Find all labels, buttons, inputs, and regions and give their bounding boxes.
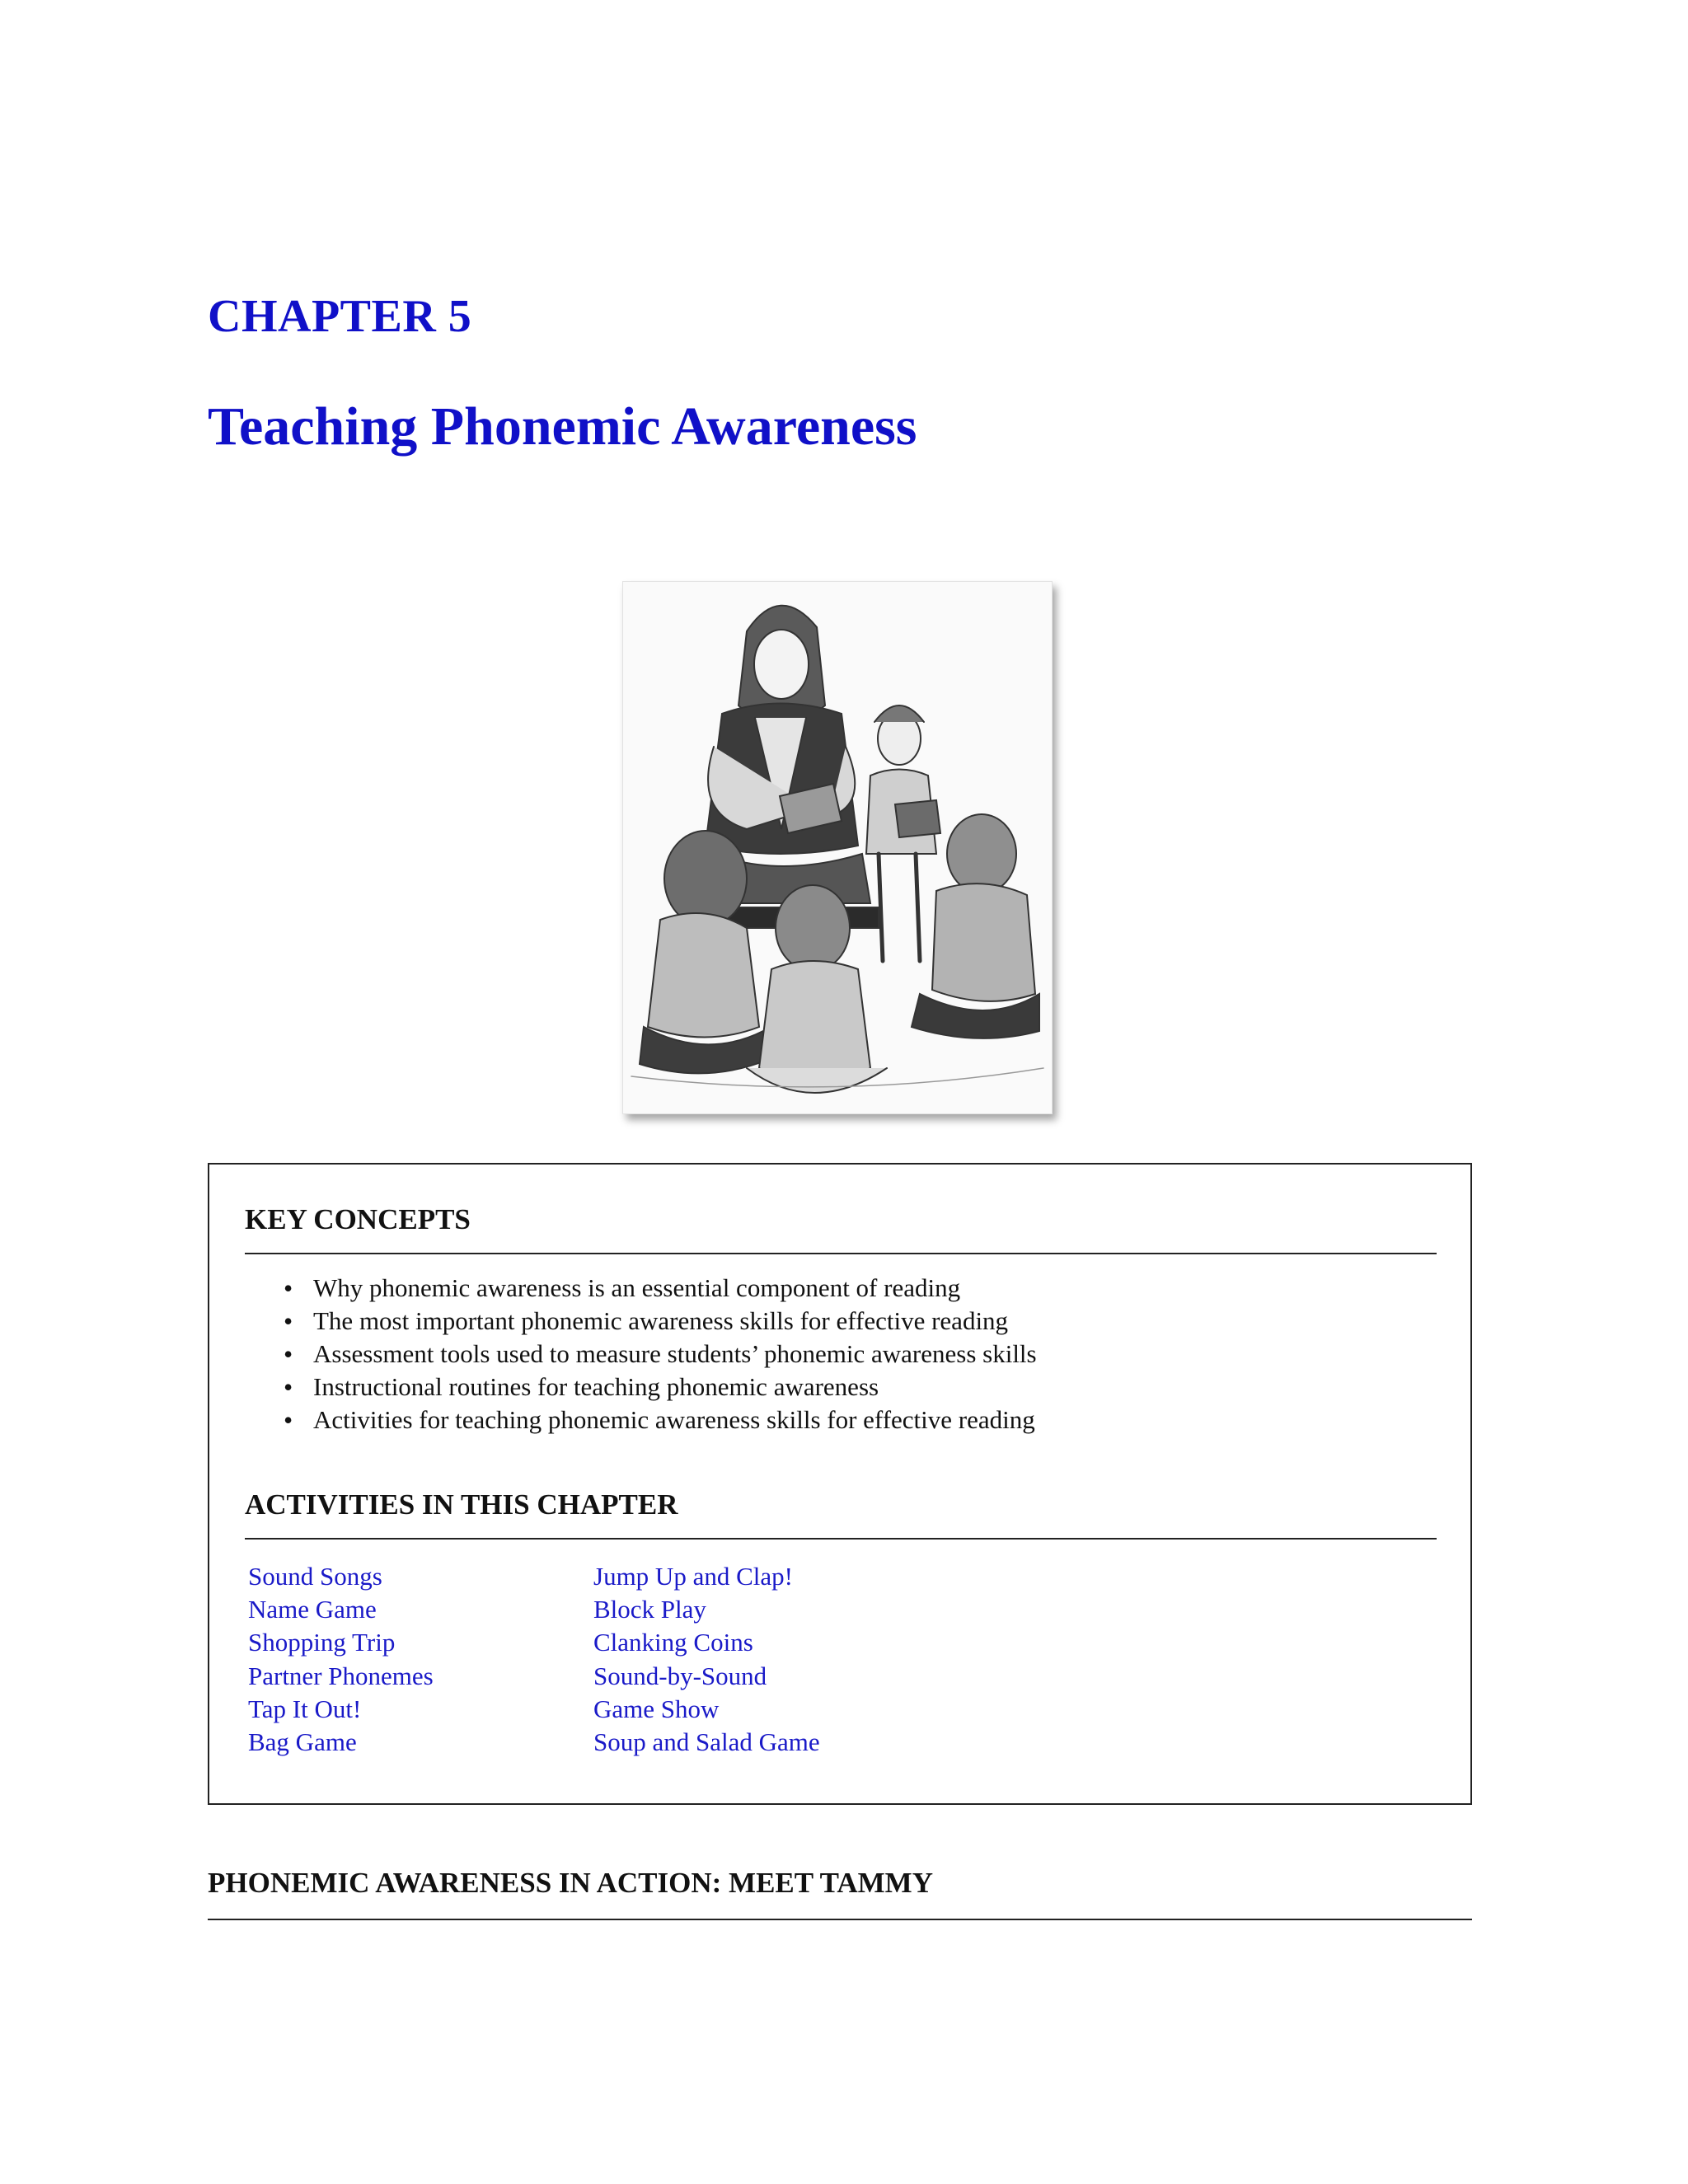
list-item: • Activities for teaching phonemic awareness skills for effective reading bbox=[245, 1404, 1037, 1436]
key-concepts-box bbox=[208, 1163, 1472, 1805]
list-item: • Assessment tools used to measure students’ phonemic awareness skills bbox=[245, 1338, 1037, 1371]
activity-link[interactable]: Block Play bbox=[593, 1595, 706, 1624]
activity-link[interactable]: Game Show bbox=[593, 1694, 720, 1723]
key-concepts-rule bbox=[245, 1253, 1437, 1254]
activities-rule bbox=[245, 1538, 1437, 1540]
key-concepts-list bbox=[245, 1272, 1037, 1436]
activity-link[interactable]: Jump Up and Clap! bbox=[593, 1562, 793, 1591]
activity-link[interactable]: Clanking Coins bbox=[593, 1628, 753, 1657]
section-rule bbox=[208, 1919, 1472, 1920]
chapter-title: Teaching Phonemic Awareness bbox=[208, 396, 917, 457]
chapter-label: CHAPTER 5 bbox=[208, 291, 472, 342]
list-item: • Instructional routines for teaching phonemic awareness bbox=[245, 1371, 1037, 1404]
activities-column-1 bbox=[248, 1560, 434, 1759]
activity-link[interactable]: Sound Songs bbox=[248, 1562, 382, 1591]
list-item: • Why phonemic awareness is an essential component of reading bbox=[245, 1272, 1037, 1305]
activity-link[interactable]: Soup and Salad Game bbox=[593, 1727, 820, 1757]
activity-link[interactable]: Bag Game bbox=[248, 1727, 357, 1757]
key-concepts-heading: KEY CONCEPTS bbox=[245, 1203, 471, 1235]
activities-column-2 bbox=[593, 1560, 820, 1759]
activity-link[interactable]: Name Game bbox=[248, 1595, 377, 1624]
list-item: • The most important phonemic awareness skills for effective reading bbox=[245, 1305, 1037, 1338]
teacher-reading-illustration bbox=[622, 581, 1053, 1114]
sketch-drawing bbox=[623, 582, 1052, 1113]
activity-link[interactable]: Tap It Out! bbox=[248, 1694, 362, 1723]
activity-link[interactable]: Partner Phonemes bbox=[248, 1661, 434, 1690]
activity-link[interactable]: Sound-by-Sound bbox=[593, 1661, 767, 1690]
section-heading: PHONEMIC AWARENESS IN ACTION: MEET TAMMY bbox=[208, 1867, 933, 1899]
activity-link[interactable]: Shopping Trip bbox=[248, 1628, 396, 1657]
activities-heading: ACTIVITIES IN THIS CHAPTER bbox=[245, 1488, 678, 1521]
